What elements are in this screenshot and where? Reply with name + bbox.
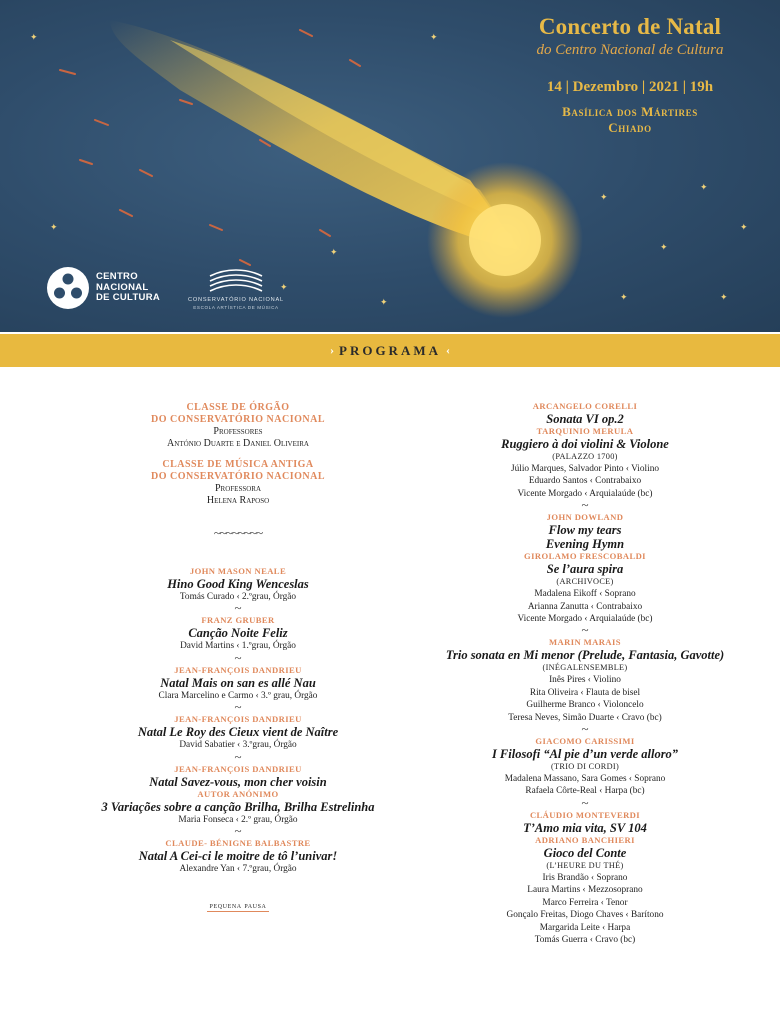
performer: Arianna Zanutta ‹ Contrabaixo	[527, 601, 643, 612]
program-item	[420, 401, 750, 426]
programa-banner	[0, 334, 780, 367]
class-block	[88, 459, 388, 507]
work-title: Canção Noite Feliz	[188, 626, 288, 641]
class-role: Professores	[213, 426, 263, 437]
work-title: Natal Savez-vous, mon cher voisin	[149, 774, 327, 789]
program-item	[420, 512, 750, 551]
tilde-separator: ~	[581, 721, 589, 737]
performer: Maria Fonseca ‹ 2.º grau, Órgão	[178, 814, 298, 825]
program-right-column	[420, 401, 750, 946]
class-title: DO CONSERVATÓRIO NACIONAL	[150, 471, 326, 482]
work-title: Natal Mais on san es allé Nau	[160, 675, 316, 690]
work-title: Evening Hymn	[545, 537, 625, 552]
composer-name: GIROLAMO FRESCOBALDI	[524, 551, 646, 562]
class-block	[88, 402, 388, 450]
performer: Guilherme Branco ‹ Violoncelo	[526, 700, 644, 711]
concert-title: Concerto de Natal	[538, 14, 722, 39]
performer: Margarida Leite ‹ Harpa	[539, 922, 631, 933]
venue-line-1: Basílica dos Mártires	[562, 104, 698, 119]
performer: Laura Martins ‹ Mezzosoprano	[527, 885, 643, 896]
program-item	[420, 835, 750, 946]
program-item	[88, 665, 388, 702]
work-title: Sonata VI op.2	[546, 412, 624, 426]
performer: Clara Marcelino e Carmo ‹ 3.º grau, Órgão	[158, 690, 318, 701]
tilde-separator: ~	[234, 823, 242, 839]
program-item	[420, 426, 750, 500]
concert-date: 14 | Dezembro | 2021 | 19h	[546, 79, 714, 95]
svg-text:✦: ✦	[600, 193, 608, 203]
program-item	[88, 566, 388, 603]
program-item	[88, 764, 388, 789]
svg-text:✦: ✦	[330, 248, 338, 258]
composer-name: CLAUDE- BÉNIGNE BALBASTRE	[165, 838, 311, 849]
performer: Vicente Morgado ‹ Arquialaúde (bc)	[517, 614, 653, 625]
performer: Iris Brandão ‹ Soprano	[542, 872, 628, 883]
work-title: Natal Le Roy des Cieux vient de Naître	[137, 725, 339, 740]
svg-text:✦: ✦	[740, 223, 748, 233]
concert-subtitle: do Centro Nacional de Cultura	[536, 42, 724, 58]
program-item	[420, 637, 750, 724]
performer: Júlio Marques, Salvador Pinto ‹ Violino	[510, 464, 659, 474]
work-title: Natal A Cei-ci le moitre de tô l’univar!	[138, 849, 338, 864]
composer-name: JEAN-FRANÇOIS DANDRIEU	[174, 664, 302, 675]
performer: David Martins ‹ 1.ºgrau, Órgão	[180, 641, 296, 652]
tilde-separator: ~	[581, 497, 589, 513]
ensemble-name: (INÉGALENSEMBLE)	[542, 663, 628, 673]
composer-name: AUTOR ANÓNIMO	[197, 788, 279, 799]
tilde-separator: ~	[234, 600, 242, 616]
conservatorio-logo-line-2: ESCOLA ARTÍSTICA DE MÚSICA	[193, 305, 279, 310]
performer: Tomás Curado ‹ 2.ºgrau, Órgão	[179, 592, 297, 602]
programa-label: PROGRAMA	[339, 342, 441, 358]
tilde-separator: ~	[581, 622, 589, 638]
conservatorio-logo-line-1: CONSERVATÓRIO NACIONAL	[188, 297, 284, 303]
svg-text:✦: ✦	[720, 293, 728, 303]
class-title: CLASSE DE ÓRGÃO	[186, 402, 290, 413]
cnc-logo-line-3: DE CULTURA	[96, 292, 161, 304]
work-title: 3 Variações sobre a canção Brilha, Brilha Estrelinha	[101, 799, 375, 814]
program-left-column	[88, 402, 388, 913]
svg-text:✦: ✦	[50, 223, 58, 233]
work-title: Flow my tears	[548, 523, 622, 538]
composer-name: JOHN MASON NEALE	[189, 566, 287, 576]
tilde-separator: ~	[234, 649, 242, 665]
performer: Teresa Neves, Simão Duarte ‹ Cravo (bc)	[508, 712, 662, 723]
pausa-note: pequena pausa	[207, 901, 270, 912]
performer: Alexandre Yan ‹ 7.ºgrau, Órgão	[179, 864, 297, 875]
cnc-logo-icon	[46, 266, 90, 310]
performer: Rafaela Côrte-Real ‹ Harpa (bc)	[525, 786, 645, 797]
program-item	[88, 714, 388, 751]
svg-text:✦: ✦	[700, 183, 708, 193]
chevron-right-icon: ›	[330, 343, 334, 357]
svg-text:✦: ✦	[430, 33, 438, 43]
wave-separator: ~~~~~~~~	[213, 525, 263, 540]
class-title: CLASSE DE MÚSICA ANTIGA	[162, 459, 314, 470]
composer-name: GIACOMO CARISSIMI	[535, 736, 635, 747]
composer-name: ARCANGELO CORELLI	[532, 401, 638, 411]
composer-name: JEAN-FRANÇOIS DANDRIEU	[174, 763, 302, 774]
ensemble-name: (TRIO DI CORDI)	[550, 762, 620, 772]
program-item	[88, 838, 388, 875]
cnc-logo-line-1: CENTRO	[96, 271, 138, 283]
cnc-logo	[46, 266, 160, 310]
class-title: DO CONSERVATÓRIO NACIONAL	[150, 414, 326, 425]
ensemble-name: (L’HEURE DU THÉ)	[546, 860, 624, 870]
tilde-separator: ~	[581, 794, 589, 810]
work-title: Ruggiero à doi violini & Violone	[501, 437, 669, 451]
composer-name: FRANZ GRUBER	[201, 615, 275, 626]
work-title: I Filosofi “Al pie d’un verde alloro”	[491, 747, 679, 762]
performer: Inês Pires ‹ Violino	[549, 675, 621, 686]
performer: Eduardo Santos ‹ Contrabaixo	[528, 476, 642, 487]
performer: Rita Oliveira ‹ Flauta de bisel	[529, 687, 641, 698]
work-title: Trio sonata en Mi menor (Prelude, Fantasia, Gavotte)	[445, 648, 725, 663]
ensemble-name: (PALAZZO 1700)	[552, 452, 618, 461]
performer: Madalena Massano, Sara Gomes ‹ Soprano	[504, 774, 666, 785]
work-title: Gioco del Conte	[543, 845, 627, 860]
program-item	[88, 789, 388, 826]
composer-name: ADRIANO BANCHIERI	[535, 834, 635, 845]
work-title: Se l’aura spira	[546, 562, 624, 577]
work-title: T’Amo mia vita, SV 104	[523, 820, 647, 835]
svg-text:✦: ✦	[280, 283, 288, 293]
performer: Vicente Morgado ‹ Arquialaúde (bc)	[517, 488, 653, 499]
performer: Gonçalo Freitas, Diogo Chaves ‹ Barítono	[506, 910, 664, 921]
composer-name: JEAN-FRANÇOIS DANDRIEU	[174, 714, 302, 725]
class-role: Professora	[214, 483, 262, 494]
performer: David Sabatier ‹ 3.ºgrau, Órgão	[179, 740, 297, 751]
svg-text:✦: ✦	[660, 243, 668, 253]
tilde-separator: ~	[234, 699, 242, 715]
header-illustration	[0, 0, 780, 332]
tilde-separator: ~	[234, 748, 242, 764]
svg-text:✦: ✦	[30, 33, 38, 43]
performer: Marco Ferreira ‹ Tenor	[542, 897, 628, 908]
ensemble-name: (ARCHIVOCE)	[556, 577, 614, 587]
program-item	[88, 615, 388, 652]
program-item	[420, 551, 750, 625]
class-names: Helena Raposo	[206, 495, 270, 506]
program-item	[420, 736, 750, 798]
work-title: Hino Good King Wenceslas	[167, 577, 309, 591]
concert-venue	[510, 104, 750, 136]
class-names: António Duarte e Daniel Oliveira	[167, 438, 309, 449]
composer-name: MARIN MARAIS	[549, 637, 621, 648]
svg-text:✦: ✦	[380, 298, 388, 308]
conservatorio-logo	[186, 268, 286, 310]
chevron-left-icon: ‹	[446, 343, 450, 357]
performer: Tomás Guerra ‹ Cravo (bc)	[534, 934, 636, 945]
svg-text:✦: ✦	[620, 293, 628, 303]
performer: Madalena Eikoff ‹ Soprano	[534, 589, 636, 600]
venue-line-2: Chiado	[608, 120, 652, 135]
composer-name: TARQUINIO MERULA	[536, 426, 634, 436]
program-item	[420, 810, 750, 835]
conservatorio-waves-icon	[206, 268, 266, 294]
composer-name: JOHN DOWLAND	[546, 512, 624, 523]
cnc-logo-line-2: NACIONAL	[96, 281, 149, 293]
composer-name: CLÁUDIO MONTEVERDI	[529, 809, 641, 820]
